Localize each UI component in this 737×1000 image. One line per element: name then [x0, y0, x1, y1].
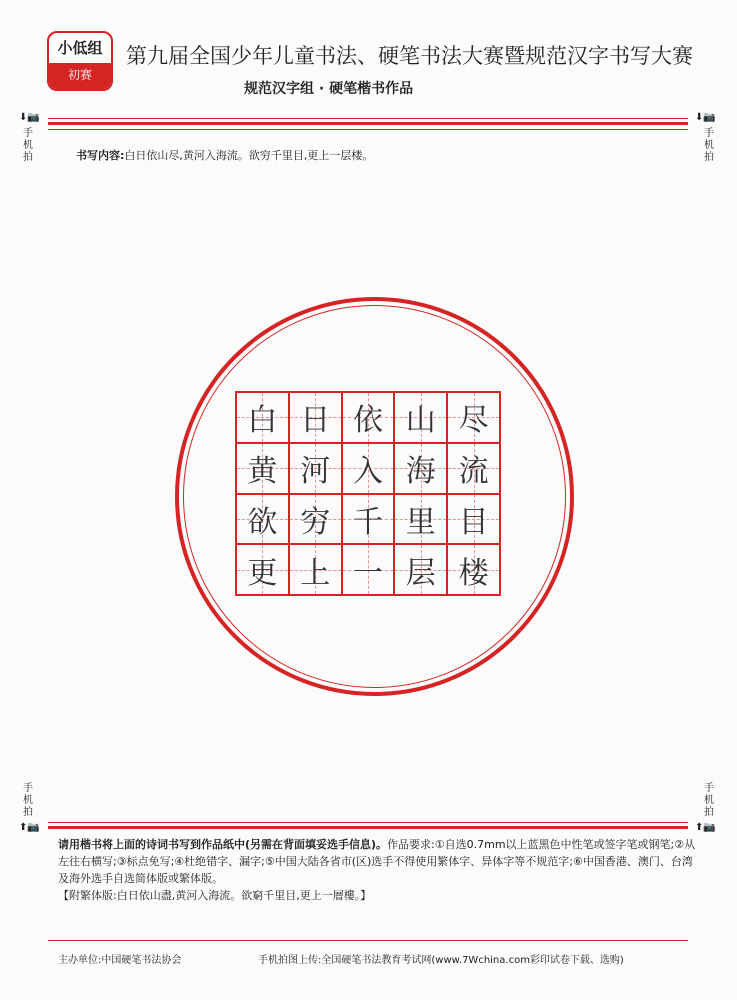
grid-char: 尽	[458, 403, 489, 439]
grid-cell	[236, 544, 289, 595]
side-label-bottom-right: 手机拍	[704, 783, 714, 818]
grid-char: 黄	[247, 454, 278, 490]
camera-icon-bottom-right: ⬆📷	[695, 822, 716, 833]
footer-organizer: 主办单位:中国硬笔书法协会	[58, 955, 182, 966]
badge-stage-label: 初赛	[49, 63, 111, 89]
content-rule-thin	[48, 129, 688, 130]
page-subtitle: 规范汉字组 · 硬笔楷书作品	[244, 81, 414, 97]
requirements-block	[58, 836, 698, 904]
footer-upload: 手机拍图上传:全国硬笔书法教育考试网(www.7Wchina.com彩印试卷下载、选购)	[258, 955, 624, 966]
grid-cell	[236, 443, 289, 494]
page-title: 第九届全国少年儿童书法、硬笔书法大赛暨规范汉字书写大赛	[126, 44, 693, 68]
camera-icon-top-left: ⬇📷	[19, 112, 40, 123]
grid-char: 更	[247, 555, 278, 591]
grid-cell	[342, 443, 395, 494]
grid-char: 山	[405, 403, 436, 439]
grid-cell	[236, 392, 289, 443]
grid-cell	[342, 392, 395, 443]
grid-cell	[394, 494, 447, 545]
bottom-rule-thick	[48, 826, 688, 829]
side-label-top-right: 手机拍	[704, 128, 714, 163]
grid-cell	[447, 544, 500, 595]
grid-cell	[447, 494, 500, 545]
grid-char: 穷	[300, 504, 331, 540]
grid-cell	[289, 494, 342, 545]
grid-char: 依	[352, 403, 383, 439]
grid-cell	[342, 544, 395, 595]
requirements-intro: 请用楷书将上面的诗词书写到作品纸中(另需在背面填妥选手信息)。	[58, 838, 388, 851]
grid-cell	[289, 544, 342, 595]
grid-char: 里	[405, 504, 436, 540]
camera-icon-bottom-left: ⬆📷	[19, 822, 40, 833]
side-label-bottom-left: 手机拍	[23, 783, 33, 818]
footer-rule	[48, 940, 688, 941]
group-badge	[47, 31, 113, 91]
grid-char: 层	[405, 555, 436, 591]
top-rule-thick	[48, 122, 688, 125]
badge-group-label: 小低组	[57, 39, 103, 57]
grid-cell	[236, 494, 289, 545]
requirements-traditional: 【附繁体版:白日依山盡,黄河入海流。欲窮千里目,更上一層樓。】	[58, 889, 372, 902]
writing-content-text: 白日依山尽,黄河入海流。欲穷千里目,更上一层楼。	[124, 149, 374, 162]
grid-cell	[447, 443, 500, 494]
grid-char: 一	[352, 555, 383, 591]
requirements-details: 作品要求:①自选0.7mm以上蓝黑色中性笔或签字笔或钢笔;②从左往右横写;③标点免写;④杜绝错字、漏字;⑤中国大陆各省市(区)选手不得使用繁体字、异体字等不规范字;⑥中国香港、澳门、台湾及海外选手自选简体版或繁体版。	[58, 838, 696, 885]
grid-char: 欲	[247, 504, 278, 540]
grid-char: 目	[458, 504, 489, 540]
grid-cell	[289, 443, 342, 494]
grid-char: 入	[352, 454, 383, 490]
grid-char: 海	[405, 454, 436, 490]
side-label-top-left: 手机拍	[23, 128, 33, 163]
grid-char: 流	[458, 454, 489, 490]
grid-char: 日	[300, 403, 331, 439]
camera-icon-top-right: ⬇📷	[695, 112, 716, 123]
writing-grid	[235, 391, 501, 596]
writing-content-label: 书写内容:	[76, 149, 125, 162]
grid-char: 白	[247, 403, 278, 439]
bottom-rule-thin	[48, 822, 688, 823]
grid-cell	[394, 443, 447, 494]
grid-cell	[394, 544, 447, 595]
grid-char: 楼	[458, 555, 489, 591]
grid-char: 河	[300, 454, 331, 490]
grid-cell	[394, 392, 447, 443]
grid-cell	[342, 494, 395, 545]
top-rule-thin	[48, 118, 688, 119]
writing-content	[76, 147, 373, 163]
grid-char: 上	[300, 555, 331, 591]
grid-char: 千	[352, 504, 383, 540]
grid-cell	[447, 392, 500, 443]
grid-cell	[289, 392, 342, 443]
